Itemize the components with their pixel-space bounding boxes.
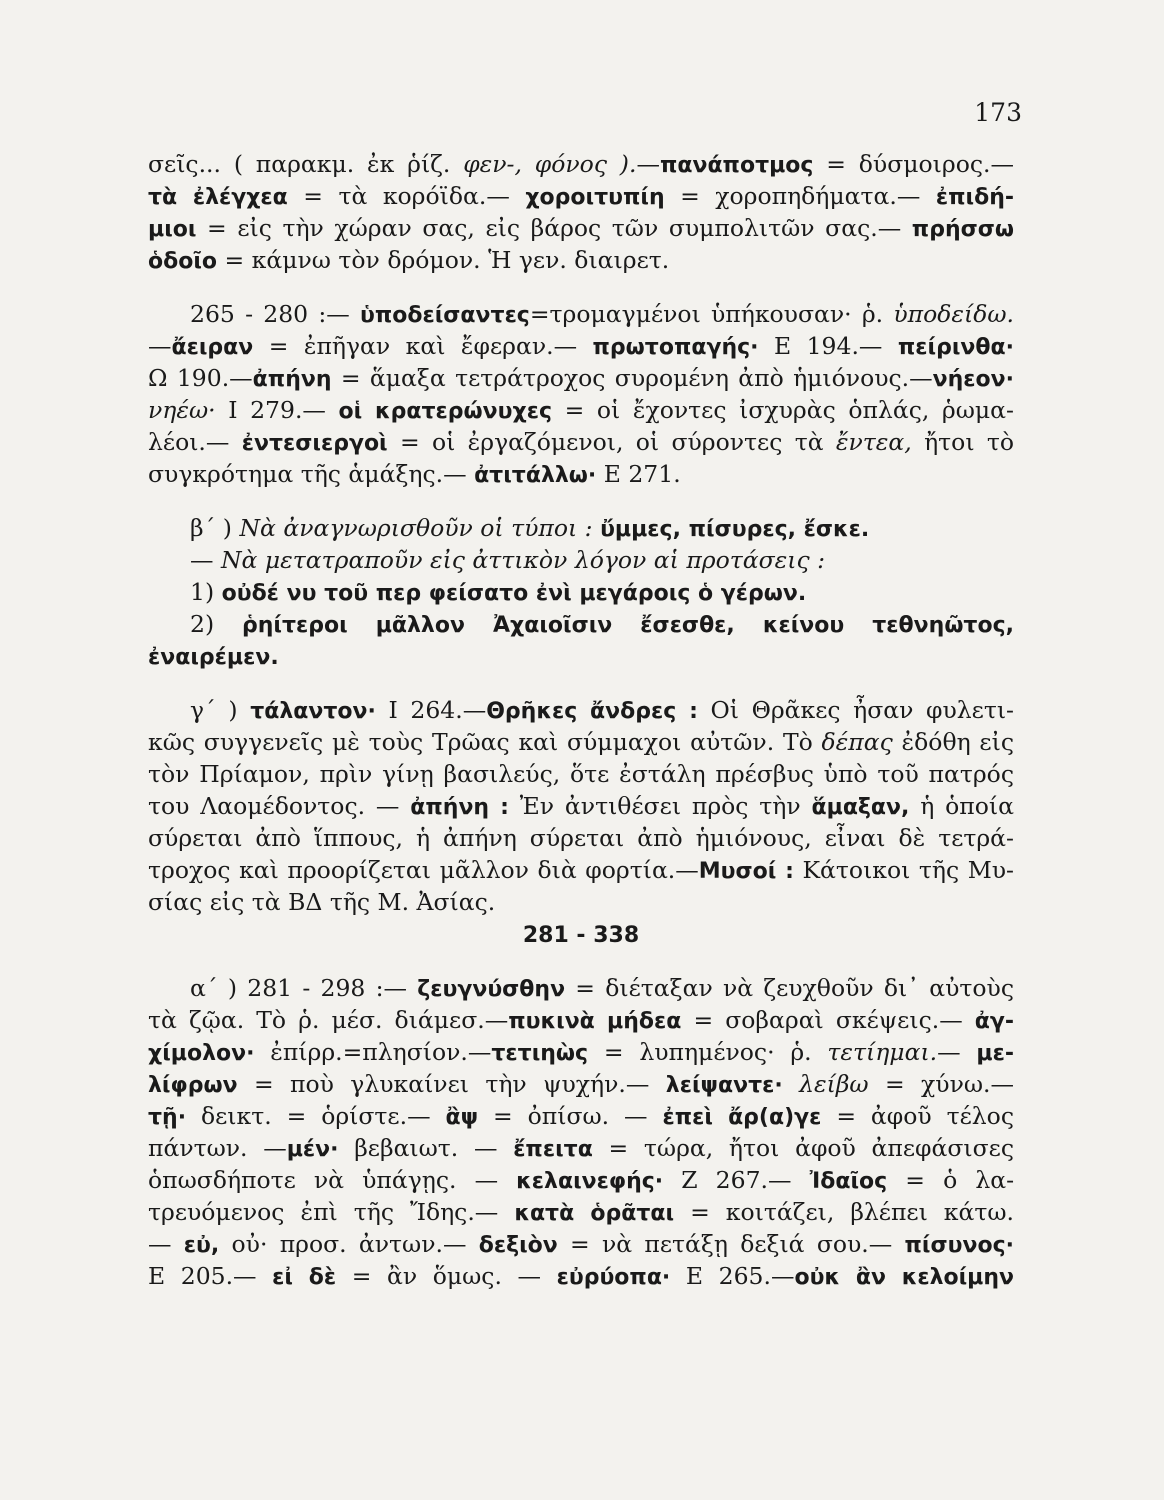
lemma-term: οὐδέ νυ τοῦ περ φείσατο ἐνὶ μεγάροις ὁ γέρων. [221, 581, 807, 606]
text-run: τροχος καὶ προορίζεται μᾶλλον διὰ φορτία.— [148, 856, 699, 884]
italic-text: δέπας [821, 728, 893, 756]
text-line [148, 426, 1014, 458]
text-line [148, 1036, 1014, 1068]
lemma-term: ἐναιρέμεν. [148, 645, 279, 670]
lemma-term: ἄειραν [171, 335, 254, 360]
lemma-term: λίφρων [148, 1073, 238, 1098]
text-line [148, 394, 1014, 426]
lemma-term: ῥηίτεροι μᾶλλον Ἀχαιοῖσιν ἔσεσθε, κείνου τεθνηῶτος, [241, 613, 1014, 638]
text-run: — [190, 546, 221, 574]
lemma-term: οὐκ ἂν κελοίμην [794, 1265, 1015, 1290]
lemma-term: ὁδοῖο [148, 249, 218, 274]
lemma-term: Θρῆκες ἄνδρες : [486, 699, 698, 724]
text-run: Κάτοικοι τῆς Μυ- [793, 856, 1014, 884]
text-run: = τώρα, ἤτοι ἀφοῦ ἀπεφάσισες [592, 1134, 1014, 1162]
lemma-term: ἀπήνη [252, 367, 332, 392]
lemma-term: δεξιὸν [478, 1233, 558, 1258]
lemma-term: πανάποτμος [659, 153, 814, 178]
text-run: — [636, 150, 660, 178]
text-run: βεβαιωτ. — [338, 1134, 514, 1162]
lemma-term: μέν· [286, 1137, 339, 1162]
text-run: β΄ ) [190, 514, 240, 542]
text-line [148, 576, 1014, 608]
lemma-term: ὑποδείσαντες [359, 303, 530, 328]
text-line [148, 608, 1014, 640]
italic-text: Νὰ μετατραποῦν εἰς ἀττικὸν λόγον αἱ προτάσεις : [220, 546, 826, 574]
lemma-term: με- [976, 1041, 1014, 1066]
text-run: ἐδόθη εἰς [892, 728, 1014, 756]
lemma-term: 281 - 338 [522, 923, 640, 948]
lemma-term: ἀπήνη : [410, 795, 509, 820]
text-line [148, 640, 1014, 672]
lemma-term: Ἰδαῖος [809, 1169, 888, 1194]
text-run: = τὰ κορόϊδα.— [287, 182, 526, 210]
text-run: ἡ ὁποία [909, 792, 1014, 820]
text-run: ἤτοι τὸ [911, 428, 1015, 456]
text-run: = οἱ ἔχοντες ἰσχυρὰς ὁπλάς, ῥωμα- [552, 396, 1014, 424]
text-run: α΄ ) 281 - 298 :— [190, 974, 418, 1002]
text-run: τὰ ζῷα. Τὸ ῥ. μέσ. διάμεσ.— [148, 1006, 509, 1034]
lemma-term: οἱ κρατερώνυχες [338, 399, 552, 424]
text-line [148, 298, 1014, 330]
text-run: Ζ 267.— [663, 1166, 810, 1194]
lemma-term: εἰ δὲ [272, 1265, 337, 1290]
text-run: = ἐπῆγαν καὶ ἔφεραν.— [253, 332, 593, 360]
lemma-term: χοροιτυπίη [525, 185, 665, 210]
text-run: 2) [190, 610, 242, 638]
text-run: οὐ· προσ. ἀντων.— [219, 1230, 479, 1258]
text-run: = χοροπηδήματα.— [664, 182, 936, 210]
italic-text: ἔντεα, [835, 428, 912, 456]
text-run: = διέταξαν νὰ ζευχθοῦν δι᾽ αὐτοὺς [565, 974, 1014, 1002]
lemma-term: λείψαντε· [665, 1073, 783, 1098]
text-run: Ω 190.— [148, 364, 253, 392]
text-run: 1) [190, 578, 222, 606]
lemma-term: ἐντεσιεργοὶ [241, 431, 388, 456]
text-run: σίας εἰς τὰ ΒΔ τῆς Μ. Ἀσίας. [148, 888, 496, 916]
text-run: = ἂν ὅμως. — [336, 1262, 557, 1290]
text-line [148, 886, 1014, 918]
text-run: συγκρότημα τῆς ἁμάξης.— [148, 460, 475, 488]
text-line [148, 1228, 1014, 1260]
text-line [148, 1004, 1014, 1036]
lemma-term: τὰ ἐλέγχεα [148, 185, 288, 210]
lemma-term: μιοι [148, 217, 197, 242]
text-line [148, 1164, 1014, 1196]
lemma-term: κατὰ ὁρᾶται [514, 1201, 675, 1226]
text-line [148, 918, 1014, 950]
text-line [148, 212, 1014, 244]
text-line [148, 1260, 1014, 1292]
text-run: = ἀφοῦ τέλος [821, 1102, 1014, 1130]
text-line [148, 512, 1014, 544]
lemma-term: ζευγνύσθην [417, 977, 566, 1002]
text-run: τὸν Πρίαμον, πρὶν γίνῃ βασιλεύς, ὅτε ἐστάλη πρέσβυς ὑπὸ τοῦ πατρός [148, 760, 1014, 788]
lemma-term: ἔπειτα [513, 1137, 593, 1162]
text-line [148, 1132, 1014, 1164]
lemma-term: τάλαντον· [250, 699, 376, 724]
text-line [148, 1100, 1014, 1132]
text-run: = δύσμοιρος.— [813, 150, 1014, 178]
text-line [148, 854, 1014, 886]
text-run: ἐπίρρ.=πλησίον.— [254, 1038, 492, 1066]
text-line [148, 972, 1014, 1004]
lemma-term: εὐ, [183, 1233, 220, 1258]
italic-text: λείβω [799, 1070, 869, 1098]
text-run: σύρεται ἀπὸ ἵππους, ἡ ἀπήνη σύρεται ἀπὸ ἡμιόνους, εἶναι δὲ τετρά- [148, 824, 1014, 852]
text-line [148, 362, 1014, 394]
lemma-term: ὔμμες, πίσυρες, ἔσκε. [600, 517, 870, 542]
italic-text: τετίημαι. [827, 1038, 938, 1066]
lemma-term: ἂψ [445, 1105, 479, 1130]
text-run: = ἅμαξα τετράτροχος συρομένη ἀπὸ ἡμιόνους.— [331, 364, 933, 392]
lemma-term: πίσυνος· [904, 1233, 1014, 1258]
text-run: = ὀπίσω. — [478, 1102, 663, 1130]
lemma-term: ἀτιτάλλω· [474, 463, 597, 488]
italic-text: νηέω· [148, 396, 216, 424]
text-run: — [148, 1230, 184, 1258]
text-run: Οἱ Θρᾶκες ἦσαν φυλετι- [697, 696, 1014, 724]
text-run: = ποὺ γλυκαίνει τὴν ψυχήν.— [237, 1070, 666, 1098]
text-line [148, 330, 1014, 362]
lemma-term: ἅμαξαν, [811, 795, 910, 820]
text-run: Ε 271. [596, 460, 681, 488]
lemma-term: ἐπιδή- [935, 185, 1015, 210]
text-line [148, 758, 1014, 790]
commentary-text [148, 148, 1014, 1292]
text-run: = λυπημένος· ῥ. [588, 1038, 828, 1066]
text-run: ὁπωσδήποτε νὰ ὑπάγῃς. — [148, 1166, 517, 1194]
text-run: γ΄ ) [190, 696, 251, 724]
text-run: = οἱ ἐργαζόμενοι, οἱ σύροντες τὰ [387, 428, 836, 456]
text-line [148, 1068, 1014, 1100]
lemma-term: πείρινθα· [897, 335, 1014, 360]
text-run: πάντων. — [148, 1134, 287, 1162]
text-line [148, 822, 1014, 854]
text-run [783, 1070, 799, 1098]
text-run: — [148, 332, 172, 360]
text-run: = εἰς τὴν χώραν σας, εἰς βάρος τῶν συμπολιτῶν σας.— [196, 214, 912, 242]
text-run: Ι 279.— [215, 396, 339, 424]
lemma-term: ἀγ- [974, 1009, 1015, 1034]
text-run: Ε 194.— [758, 332, 898, 360]
text-run: = κάμνω τὸν δρόμον. Ἡ γεν. διαιρετ. [217, 246, 670, 274]
lemma-term: τῇ· [148, 1105, 187, 1130]
text-run: Ε 205.— [148, 1262, 273, 1290]
text-line [148, 544, 1014, 576]
text-run: Ε 265.— [670, 1262, 795, 1290]
text-line [148, 458, 1014, 490]
lemma-term: πρωτοπαγής· [592, 335, 759, 360]
text-line [148, 726, 1014, 758]
text-line [148, 694, 1014, 726]
text-run: σεῖς... ( παρακμ. ἐκ ῥίζ. [148, 150, 464, 178]
text-run: Ἐν ἀντιθέσει πρὸς τὴν [508, 792, 812, 820]
text-line [148, 1196, 1014, 1228]
italic-text: Νὰ ἀναγνωρισθοῦν οἱ τύποι : [239, 514, 601, 542]
text-run: 265 - 280 :— [190, 300, 360, 328]
text-run: δεικτ. = ὁρίστε.— [186, 1102, 446, 1130]
text-run: τρευόμενος ἐπὶ τῆς Ἴδης.— [148, 1198, 515, 1226]
lemma-term: νήεον· [932, 367, 1015, 392]
page-number: 173 [974, 98, 1022, 127]
text-run: λέοι.— [148, 428, 242, 456]
text-run: του Λαομέδοντος. — [148, 792, 411, 820]
lemma-term: εὐρύοπα· [556, 1265, 671, 1290]
text-run: = σοβαραὶ σκέψεις.— [681, 1006, 975, 1034]
text-run: = νὰ πετάξῃ δεξιά σου.— [557, 1230, 905, 1258]
text-line [148, 244, 1014, 276]
text-run: =τρομαγμένοι ὑπήκουσαν· ῥ. [529, 300, 894, 328]
lemma-term: πρήσσω [911, 217, 1014, 242]
lemma-term: ἐπεὶ ἄρ(α)γε [662, 1105, 822, 1130]
text-run: κῶς συγγενεῖς μὲ τοὺς Τρῶας καὶ σύμμαχοι αὐτῶν. Τὸ [148, 728, 822, 756]
lemma-term: πυκινὰ μήδεα [508, 1009, 682, 1034]
text-run: Ι 264.— [375, 696, 487, 724]
text-run: = χύνω.— [868, 1070, 1014, 1098]
text-run: = κοιτάζει, βλέπει κάτω. [674, 1198, 1014, 1226]
text-line [148, 790, 1014, 822]
text-run: — [937, 1038, 977, 1066]
lemma-term: Μυσοί : [698, 859, 794, 884]
italic-text: φεν-, φόνος ). [463, 150, 637, 178]
lemma-term: χίμολον· [148, 1041, 255, 1066]
italic-text: ὑποδείδω. [893, 300, 1015, 328]
text-run: = ὁ λα- [887, 1166, 1015, 1194]
text-line [148, 148, 1014, 180]
lemma-term: τετιηὼς [491, 1041, 589, 1066]
lemma-term: κελαινεφής· [516, 1169, 664, 1194]
text-line [148, 180, 1014, 212]
